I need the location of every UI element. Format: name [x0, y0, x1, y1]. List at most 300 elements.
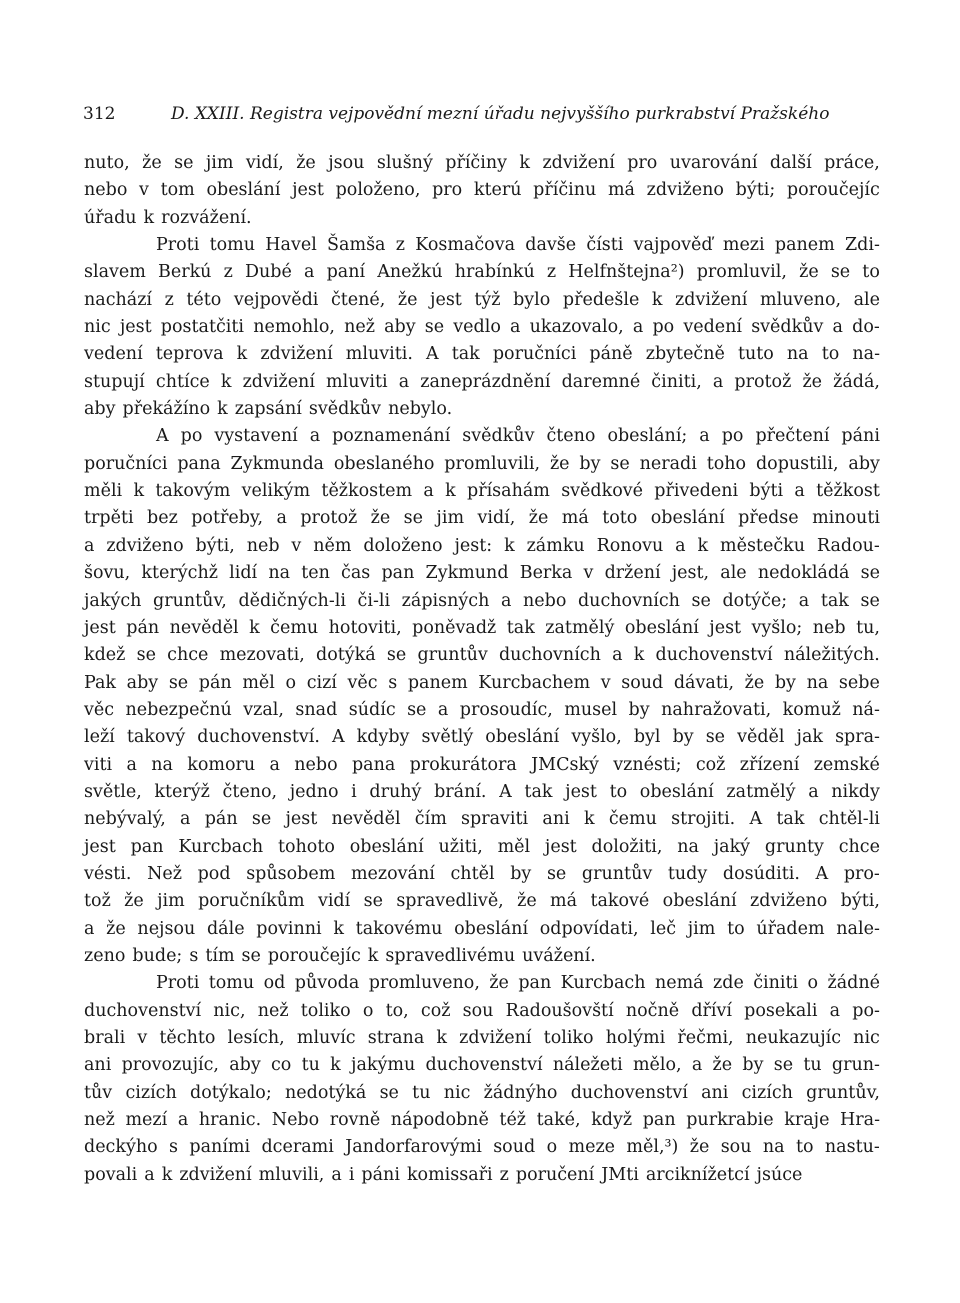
word: nejsou [137, 918, 196, 939]
word: obeslání [349, 836, 424, 857]
word: pan [642, 1110, 676, 1131]
word: toliko [543, 1028, 594, 1048]
word: do- [852, 317, 880, 338]
word: k [633, 645, 645, 666]
word: aby [84, 399, 116, 420]
word: a [331, 1164, 342, 1185]
text-line [84, 834, 880, 861]
word: mluveno, [759, 289, 842, 310]
word: nemohlo, [253, 317, 335, 338]
word: grunty [764, 836, 824, 857]
word: teprova [155, 344, 224, 365]
word: takový [126, 727, 186, 748]
text-line [84, 396, 880, 423]
text-line [84, 205, 880, 232]
word: rozvážení. [161, 207, 252, 228]
word: chce [838, 836, 880, 857]
word: nebo [84, 180, 128, 201]
word: doložiti, [591, 836, 663, 857]
word: užiti, [438, 836, 483, 857]
word: spůsobem [246, 863, 336, 884]
word: vyšlo; [751, 617, 803, 638]
word: takové [590, 891, 650, 912]
word: a [126, 754, 137, 775]
word: chtěl [450, 863, 495, 884]
text-line [84, 478, 880, 505]
word: původa [294, 973, 360, 994]
word: gruntův [417, 645, 488, 666]
word: vyšlo, [571, 727, 622, 748]
word: zapsání [234, 399, 302, 420]
word: se [830, 262, 851, 283]
word: Radou- [816, 535, 880, 556]
word: ani [542, 809, 570, 830]
word: mezí [125, 1110, 168, 1131]
word: nebo [294, 754, 338, 775]
word: žádné [827, 973, 880, 994]
word: i [348, 1164, 355, 1185]
word: se [691, 590, 711, 611]
word: tak [524, 781, 553, 802]
word: zdvižení [675, 289, 748, 310]
word: pán [198, 672, 232, 693]
word: nedotýká [284, 1082, 367, 1103]
word: pana [351, 754, 396, 775]
word: viti [84, 754, 113, 775]
word: toliko [300, 1000, 351, 1021]
word: týž [474, 289, 501, 310]
word: strana [367, 1028, 425, 1048]
word: k [519, 153, 531, 173]
word: jim [687, 918, 716, 939]
word: duchovenství [570, 1082, 688, 1103]
text-line [84, 369, 880, 396]
word: se [168, 672, 189, 693]
word: A [815, 863, 829, 884]
word: mluvíc [296, 1028, 356, 1048]
text-line [84, 752, 880, 779]
word: A [499, 781, 512, 802]
word: tomu [208, 973, 255, 994]
word: světlý [421, 727, 474, 748]
word: poručníci [84, 453, 168, 474]
word: duchovenství [425, 1055, 543, 1076]
word: purkrabie [686, 1110, 774, 1131]
word: jim [157, 891, 185, 912]
word: vidí, [477, 508, 516, 529]
word: vajpověď [633, 235, 713, 256]
word: by [579, 453, 601, 474]
word: panem [774, 235, 835, 256]
word: činiti, [651, 371, 702, 392]
word: a [84, 918, 95, 939]
word: deckýho [84, 1137, 158, 1158]
word: i [351, 781, 357, 802]
word: z [546, 262, 557, 283]
word: vzal, [243, 699, 284, 720]
word: že [517, 891, 537, 912]
word: pro- [843, 863, 880, 884]
word: chtěl-li [818, 809, 880, 830]
word: řečmi, [677, 1028, 734, 1048]
word: s [388, 672, 398, 693]
word: by [672, 727, 694, 748]
word: hrabínkú [454, 262, 535, 283]
word: těžkostem [321, 481, 413, 502]
word: jim [436, 508, 465, 529]
text-line [84, 314, 880, 341]
word: nic [853, 1028, 880, 1048]
word: z [395, 235, 405, 256]
word: aby [126, 672, 159, 693]
word: z [223, 262, 233, 283]
word: toto [602, 508, 638, 529]
word: se [136, 645, 156, 666]
word: jsou [328, 153, 365, 173]
word: zápisných [401, 590, 490, 611]
word: panem [407, 672, 468, 693]
page-number: 312 [83, 104, 116, 124]
word: obeslání [206, 180, 281, 201]
word: čím [414, 809, 447, 830]
word: zdvižení [459, 1028, 532, 1048]
word: tuto [737, 344, 774, 365]
word: býti; [735, 180, 776, 201]
word: poručníkům [198, 891, 305, 912]
word: že [802, 371, 823, 392]
word: se [379, 1082, 399, 1103]
word: ale [720, 563, 747, 584]
word: mluviti [326, 371, 388, 392]
word: mezovati, [219, 645, 305, 666]
word: na- [852, 344, 880, 365]
word: tím [205, 945, 235, 966]
word: trpěti [84, 508, 134, 529]
word: duchovních [577, 590, 680, 611]
word: páni [841, 426, 880, 447]
word: nebývalý, [84, 809, 166, 830]
word: dávati, [673, 672, 735, 693]
word: tak [451, 344, 480, 365]
word: a [632, 317, 644, 338]
word: k [217, 399, 228, 420]
word: a [423, 481, 434, 502]
word: a [612, 645, 623, 666]
word: zdviženo [646, 180, 724, 201]
word: se [363, 891, 383, 912]
word: k [333, 918, 344, 939]
word: neb [812, 617, 846, 638]
word: k [697, 535, 709, 556]
word: se [174, 153, 194, 173]
word: nedokládá [757, 563, 850, 584]
word: dopustili, [755, 453, 839, 474]
word: překážíno [122, 399, 211, 420]
text-line [84, 1162, 880, 1189]
word: to, [385, 1000, 409, 1021]
word: bude; [132, 945, 183, 966]
word: tomu [209, 235, 255, 256]
word: vedlo [453, 317, 501, 338]
word: se [407, 699, 427, 720]
word: než [84, 1110, 115, 1131]
word: k [504, 535, 515, 556]
word: přivedeni [654, 481, 739, 502]
text-line [84, 451, 880, 478]
word: další [769, 153, 812, 173]
word: této [186, 289, 222, 310]
word: na [677, 836, 699, 857]
word: se [705, 727, 726, 748]
word: strojiti. [671, 809, 736, 830]
word: prosoudíc, [459, 699, 553, 720]
word: hranic. [198, 1110, 262, 1131]
word: ani [84, 1055, 112, 1076]
word: nevěděl [331, 809, 401, 830]
word: v [139, 180, 149, 201]
word: zemské [813, 754, 880, 775]
word: vejpovědi [233, 289, 319, 310]
text-line [84, 1052, 880, 1079]
word: a [808, 781, 819, 802]
word: to [862, 262, 880, 283]
word: čteno [546, 426, 596, 447]
word: nevěděl [169, 617, 239, 638]
word: nebylo. [388, 399, 453, 420]
word: stupují [84, 371, 145, 392]
word: brali [84, 1028, 126, 1048]
word: A [425, 344, 439, 365]
word: zřízení [739, 754, 800, 775]
word: Ronovu [596, 535, 664, 556]
word: a [309, 426, 321, 447]
word: poněvadž [412, 617, 497, 638]
word: Pak [84, 672, 117, 693]
word: dotýkalo; [190, 1082, 272, 1103]
word: přečtení [755, 426, 830, 447]
word: postatčiti [160, 317, 245, 338]
word: spravedlivě, [396, 891, 504, 912]
word: že [528, 508, 549, 529]
word: vidí [317, 891, 351, 912]
word: že [142, 153, 162, 173]
text-line [84, 177, 880, 204]
word: povali [84, 1164, 138, 1185]
word: leč [650, 918, 677, 939]
text-line [84, 970, 880, 997]
word: Berkú [158, 262, 212, 283]
word: obeslaného [333, 453, 435, 474]
word: z [164, 289, 174, 310]
word: Proti [156, 973, 200, 994]
word: dříví [691, 1000, 732, 1021]
word: tak [820, 590, 849, 611]
word: poroučejíc [786, 180, 880, 201]
word: předse [738, 508, 799, 529]
word: Jandorfarovými [345, 1137, 482, 1158]
word: práce, [824, 153, 880, 173]
word: z [499, 1164, 509, 1185]
word: doloženo [363, 535, 443, 556]
word: a [699, 426, 710, 447]
word: a [84, 535, 95, 556]
word: jest [119, 317, 152, 338]
word: vidí, [245, 153, 284, 173]
word: k [367, 945, 379, 966]
word: či-li [357, 590, 391, 611]
word: poznamenání [332, 426, 451, 447]
word: zatmělý [545, 617, 615, 638]
word: by [742, 1055, 764, 1076]
word: žádnýho [483, 1082, 558, 1103]
word: ale [853, 289, 880, 310]
word: ná- [852, 699, 880, 720]
word: nebezpečnú [125, 699, 232, 720]
word: protož [734, 371, 792, 392]
paragraph [84, 150, 880, 232]
word: nebo [523, 590, 567, 611]
word: se [403, 508, 423, 529]
word: jim [205, 153, 234, 173]
word: sou [720, 1137, 752, 1158]
word: zdvižení [542, 153, 615, 173]
word: Kurcbach [560, 973, 646, 994]
word: že [712, 1055, 733, 1076]
word: tu, [856, 617, 880, 638]
word: něm [313, 535, 352, 556]
word: vedení [84, 344, 143, 365]
word: tak [776, 809, 805, 830]
word: k [445, 481, 456, 502]
word: gruntův [581, 863, 653, 884]
word: zbytečně [645, 344, 725, 365]
word: ani [701, 1082, 729, 1103]
word: kdyby [356, 727, 410, 748]
word: má [550, 891, 578, 912]
word: příčiny [445, 153, 507, 173]
word: by [510, 863, 532, 884]
word: těchto [159, 1028, 216, 1048]
word: se [610, 453, 630, 474]
word: po [721, 426, 744, 447]
word: tož [84, 891, 111, 912]
word: že [370, 508, 391, 529]
word: obeslání [650, 508, 725, 529]
word: jest [709, 617, 742, 638]
word: s [169, 1137, 179, 1158]
word: Helfnštejna²) [568, 262, 685, 283]
text-line [84, 533, 880, 560]
word: svědkův [462, 426, 535, 447]
word: takovému [355, 918, 443, 939]
word: bez [147, 508, 178, 529]
word: neukazujíc [745, 1028, 842, 1048]
word: tu [412, 1082, 431, 1103]
word: rovně [329, 1110, 381, 1131]
word: daremné [561, 371, 641, 392]
word: toho [706, 453, 747, 474]
word: se [386, 645, 407, 666]
word: JMCský [531, 754, 599, 775]
word: by [628, 699, 650, 720]
word: jest [292, 180, 324, 201]
word: že [799, 262, 819, 283]
word: neb [246, 535, 280, 556]
word: činiti [753, 973, 799, 994]
word: a [304, 262, 315, 283]
word: chtíce [155, 371, 210, 392]
word: nic [443, 1082, 471, 1103]
word: příčinu [533, 180, 597, 201]
word: jest [285, 809, 318, 830]
word: býti, [195, 535, 235, 556]
word: paní [326, 262, 366, 283]
word: a [675, 535, 686, 556]
word: potřeby, [191, 508, 264, 529]
word: vznésti; [613, 754, 682, 775]
word: pod [197, 863, 231, 884]
paragraph [84, 423, 880, 970]
word: se [241, 945, 261, 966]
text-line [84, 588, 880, 615]
word: nahražovati, [661, 699, 772, 720]
word: měl [242, 672, 275, 693]
text-line [84, 560, 880, 587]
word: velikým [241, 481, 311, 502]
word: neradi [639, 453, 697, 474]
word: zatmělý [726, 781, 796, 802]
word: že [549, 453, 570, 474]
word: o [807, 973, 819, 994]
word: Havel [265, 235, 317, 256]
word: k [236, 344, 248, 365]
word: leží [84, 727, 115, 748]
word: než [344, 317, 375, 338]
word: jest [430, 289, 462, 310]
word: a [832, 317, 843, 338]
word: v [600, 672, 611, 693]
word: že [397, 289, 418, 310]
word: k [143, 207, 155, 228]
word: čemu [608, 809, 657, 830]
word: měl [497, 836, 531, 857]
word: pana [177, 453, 221, 474]
word: čteno, [222, 781, 278, 802]
word: dcerami [261, 1137, 334, 1158]
word: po [652, 317, 675, 338]
word: svědkův [308, 399, 382, 420]
word: pán [204, 809, 238, 830]
word: jedno [289, 781, 339, 802]
word: poručení [515, 1164, 595, 1185]
word: býti [749, 481, 784, 502]
text-line [84, 1080, 880, 1107]
text-line [84, 259, 880, 286]
word: gruntův, [806, 1082, 880, 1103]
word: promluvili, [444, 453, 541, 474]
word: čísti [586, 235, 624, 256]
word: držení [604, 563, 661, 584]
text-line [84, 150, 880, 177]
word: položeno, [335, 180, 421, 201]
word: obeslání [662, 891, 737, 912]
word: náležeti [552, 1055, 623, 1076]
word: než [257, 1000, 289, 1021]
word: mezi [722, 235, 765, 256]
word: páně [589, 344, 633, 365]
word: Hra- [840, 1110, 880, 1131]
word: druhý [369, 781, 422, 802]
